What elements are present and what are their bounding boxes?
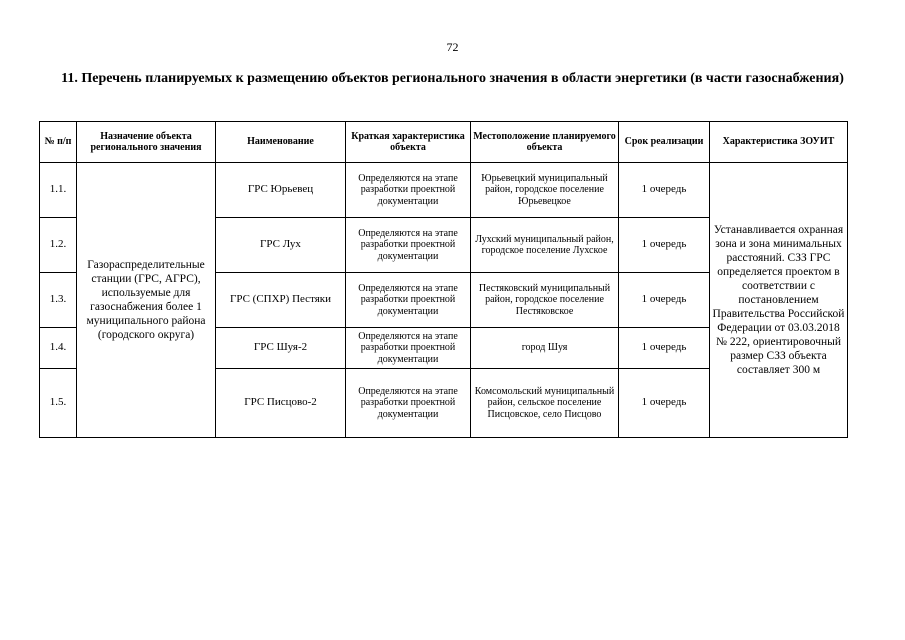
object-location: Юрьевецкий муниципальный район, городское поселение Юрьевецкое (471, 163, 619, 218)
table-row (40, 163, 848, 218)
header-number: № п/п (40, 122, 77, 163)
object-description: Определяются на этапе разработки проектной документации (346, 218, 471, 273)
object-description: Определяются на этапе разработки проектной документации (346, 273, 471, 328)
row-number: 1.4. (40, 328, 77, 369)
header-location: Местоположение планируемого объекта (471, 122, 619, 163)
object-name: ГРС Юрьевец (216, 163, 346, 218)
object-term: 1 очередь (619, 369, 710, 438)
object-term: 1 очередь (619, 273, 710, 328)
object-description: Определяются на этапе разработки проектной документации (346, 328, 471, 369)
page-number: 72 (446, 40, 459, 54)
object-description: Определяются на этапе разработки проектной документации (346, 163, 471, 218)
page-title: 11. Перечень планируемых к размещению объектов регионального значения в области энергетики (в части газоснабжения) (61, 71, 844, 86)
purpose-cell: Газораспределительные станции (ГРС, АГРС), используемые для газоснабжения более 1 муниципального района (городского округа) (77, 163, 216, 438)
object-name: ГРС Писцово-2 (216, 369, 346, 438)
header-zone: Характеристика ЗОУИТ (710, 122, 848, 163)
object-term: 1 очередь (619, 218, 710, 273)
row-number: 1.5. (40, 369, 77, 438)
row-number: 1.2. (40, 218, 77, 273)
object-term: 1 очередь (619, 328, 710, 369)
object-term: 1 очередь (619, 163, 710, 218)
object-description: Определяются на этапе разработки проектной документации (346, 369, 471, 438)
header-name: Наименование (216, 122, 346, 163)
header-term: Срок реализации (619, 122, 710, 163)
object-name: ГРС Лух (216, 218, 346, 273)
table-header-row (40, 122, 848, 163)
row-number: 1.3. (40, 273, 77, 328)
object-location: Комсомольский муниципальный район, сельское поселение Писцовское, село Писцово (471, 369, 619, 438)
zone-cell: Устанавливается охранная зона и зона минимальных расстояний. СЗЗ ГРС определяется проектом в соответствии с постановлением Правительства Российской Федерации от 03.03.2018 № 222, ориентировочный размер СЗЗ объекта составляет 300 м (710, 163, 848, 438)
object-location: город Шуя (471, 328, 619, 369)
objects-table (39, 121, 848, 438)
object-location: Пестяковский муниципальный район, городское поселение Пестяковское (471, 273, 619, 328)
object-location: Лухский муниципальный район, городское поселение Лухское (471, 218, 619, 273)
object-name: ГРС Шуя-2 (216, 328, 346, 369)
header-purpose: Назначение объекта регионального значения (77, 122, 216, 163)
object-name: ГРС (СПХР) Пестяки (216, 273, 346, 328)
row-number: 1.1. (40, 163, 77, 218)
header-description: Краткая характеристика объекта (346, 122, 471, 163)
